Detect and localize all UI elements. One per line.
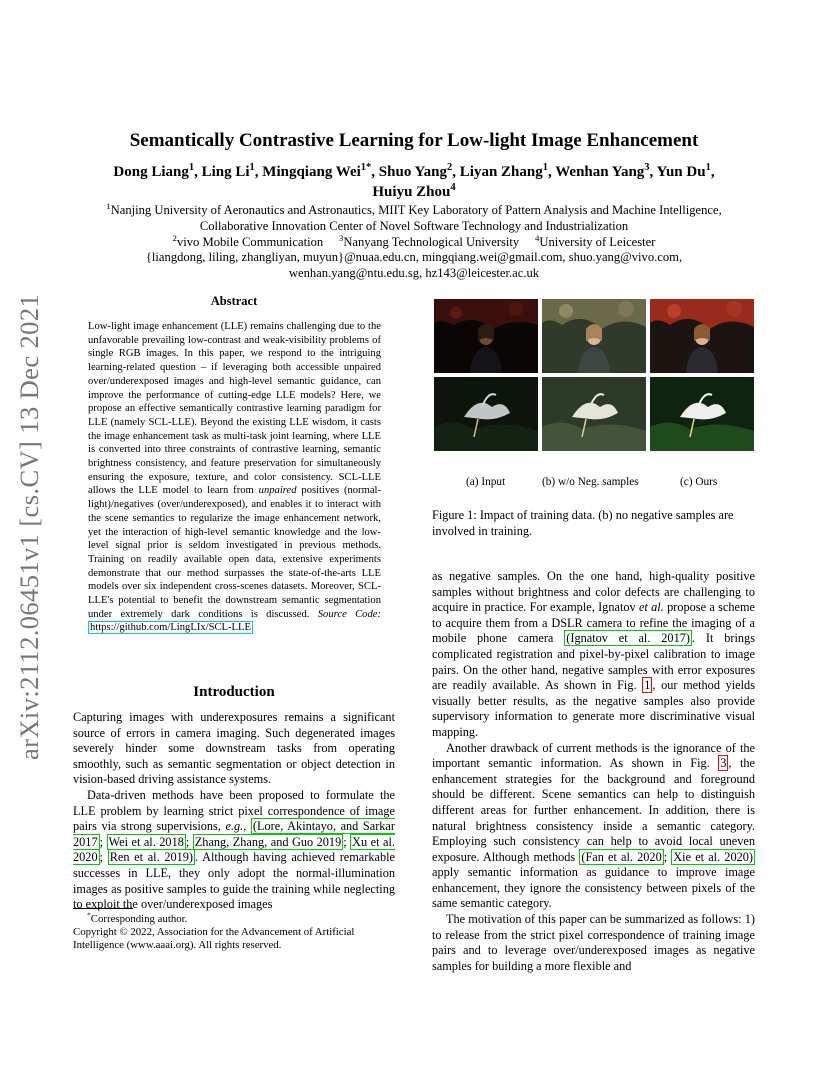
author: Ling Li$^1$, (201, 162, 263, 180)
figure-image-input-egret (434, 377, 538, 451)
citation-link[interactable]: (Lore, Akintayo, and Sarkar 2017 (73, 819, 395, 849)
emails-line-2: wenhan.yang@ntu.edu.sg, hz143@leicester.ac.uk (288, 266, 540, 281)
figure-image-ours-portrait (650, 299, 754, 373)
arxiv-stamp: arXiv:2112.06451v1 [cs.CV] 13 Dec 2021 (14, 293, 44, 760)
footnote (73, 910, 395, 953)
paragraph: The motivation of this paper can be summarized as follows: 1) to release from the strict pixel correspondence of training image pairs and to leverage over/underexposed images as negative samples for building a more flexible and (432, 912, 755, 973)
figure-ref-link[interactable]: 3 (720, 756, 727, 771)
corresponding-note: *Corresponding author. (87, 910, 188, 925)
author: Dong Liang$^1$, (113, 162, 202, 180)
figure-label-ours: (c) Ours (680, 476, 718, 488)
paragraph: Another drawback of current methods is the ignorance of the important semantic information. As shown in Fig. 3 , the enhancement strategies for the background and foreground should be different. Scene semantics can help to distinguish different areas for further enhancement. In addition, there is natural brightness consistency inside a semantic category. Employing such consistency can help to avoid local uneven exposure. Although methods (Fan et al. 2020 ; Xie et al. 2020) apply semantic information as guidance to improve image enhancement, they ignore the consistency between pixels of the same semantic category. (432, 740, 755, 911)
affiliation-1-cont: Collaborative Innovation Center of Novel Software Technology and Industrialization (199, 218, 629, 233)
author: Liyan Zhang$^1$, (459, 162, 556, 180)
figure-ref-link[interactable]: 1 (644, 678, 651, 693)
source-code-link[interactable]: https://github.com/LingLIx/SCL-LLE (90, 622, 251, 634)
paragraph: as negative samples. On the one hand, high-quality positive samples without brightness and color defects are challenging to acquire in practice. For example, Ignatov et al. propose a scheme to acquire them from a DSLR camera to refine the imaging of a mobile phone camera (Ignatov et al. 2017) . It brings complicated registration and pixel-by-pixel calibration to image pairs. On the other hand, negative samples with error exposures are readily available. As shown in Fig. 1 , our method yields visually better results, as the negative samples also provide supervisory information to generate more discriminative visual mapping. (432, 569, 755, 739)
citation-link[interactable]: Ren et al. 2019) (109, 850, 194, 865)
author: Yun Du$^1$, (656, 162, 715, 180)
introduction-heading: Introduction (193, 684, 275, 700)
figure-label-input: (a) Input (466, 476, 506, 488)
citation-link[interactable]: (Fan et al. 2020 (581, 849, 662, 864)
author: Huiyu Zhou$^4$ (372, 182, 456, 200)
figure-image-no-neg-portrait (542, 299, 646, 373)
figure-image-input-portrait (434, 299, 538, 373)
figure-label-no-neg: (b) w/o Neg. samples (542, 476, 639, 488)
affiliation-1: $^1$Nanjing University of Aeronautics and Astronautics, MIIT Key Laboratory of Pattern Analysis and Machine Intelligence, (106, 200, 722, 217)
affiliation-2-4: $^2$vivo Mobile Communication $^3$Nanyang Technological University $^4$University of Leicester (172, 232, 656, 249)
citation-link[interactable]: Xie et al. 2020) (673, 849, 753, 864)
citation-link[interactable]: (Ignatov et al. 2017) (566, 631, 690, 646)
figure-image-no-neg-egret (542, 377, 646, 451)
footnote-divider (73, 908, 133, 909)
author-list (80, 162, 748, 202)
introduction-body (73, 710, 395, 913)
right-column-body (432, 569, 755, 974)
emails-line-1: {liangdong, liling, zhangliyan, muyun}@nuaa.edu.cn, mingqiang.wei@gmail.com, shuo.yang@vivo.com, (145, 250, 683, 265)
citation-link[interactable]: Xu et al. 2020 (73, 834, 395, 865)
author: Mingqiang Wei$^{1*}$, (262, 162, 379, 180)
author: Shuo Yang$^2$, (378, 162, 460, 180)
author: Wenhan Yang$^3$, (555, 162, 657, 180)
affiliations (60, 200, 768, 282)
figure-image-ours-egret (650, 377, 754, 451)
abstract-body: Low-light image enhancement (LLE) remains challenging due to the unfavorable prevailing low-contrast and weak-visibility problems of single RGB images. In this paper, we respond to the intriguing learning-related question – if leveraging both accessible unpaired over/underexposed images and high-level semantic guidance, can improve the performance of cutting-edge LLE models? Here, we propose an effective semantically contrastive learning paradigm for LLE (namely SCL-LLE). Beyond the existing LLE wisdom, it casts the image enhancement task as multi-task joint learning, where LLE is converted into three constraints of contrastive learning, semantic brightness consistency, and feature preservation for simultaneously ensuring the exposure, texture, and color consistency. SCL-LLE allows the LLE model to learn from unpaired positives (normal-light)/negatives (over/underexposed), and enables it to interact with the scene semantics to regularize the image enhancement network, yet the interaction of high-level semantic knowledge and the low-level signal prior is seldom investigated in previous methods. Training on readily available open data, extensive experiments demonstrate that our method surpasses the state-of-the-arts LLE models over six independent cross-scenes datasets. Moreover, SCL-LLE's potential to benefit the downstream semantic segmentation under extremely dark conditions is discussed. Source Code: https://github.com/LingLIx/SCL-LLE (88, 321, 382, 634)
figure-1-grid (434, 299, 754, 469)
citation-link[interactable]: Zhang, Zhang, and Guo 2019 (194, 834, 342, 849)
paragraph: Data-driven methods have been proposed to formulate the LLE problem by learning strict pixel correspondence of image pairs via strong supervisions, e.g., (Lore, Akintayo, and Sarkar 2017 ; Wei et al. 2018 ; Zhang, Zhang, and Guo 2019 ; Xu et al. 2020 ; Ren et al. 2019) . Although having achieved remarkable successes in LLE, they only adopt the normal-illumination images as positive samples to guide the training while neglecting to exploit the over/underexposed images (73, 787, 395, 912)
paragraph: Capturing images with underexposures remains a significant source of errors in camera imaging. Such degenerated images severely hinder some downstream tasks from operating smoothly, such as semantic segmentation or object detection in vision-based driving assistance systems. (73, 710, 395, 787)
figure-1-caption: Figure 1: Impact of training data. (b) no negative samples are involved in training. (432, 508, 734, 538)
author-line-2 (80, 182, 748, 202)
author-line-1 (80, 162, 748, 182)
citation-link[interactable]: Wei et al. 2018 (108, 834, 184, 849)
abstract-heading: Abstract (210, 294, 258, 308)
copyright-note: Copyright © 2022, Association for the Advancement of Artificial Intelligence (www.aaai.org). All rights reserved. (73, 926, 355, 952)
paper-title: Semantically Contrastive Learning for Low-light Image Enhancement (129, 130, 699, 151)
